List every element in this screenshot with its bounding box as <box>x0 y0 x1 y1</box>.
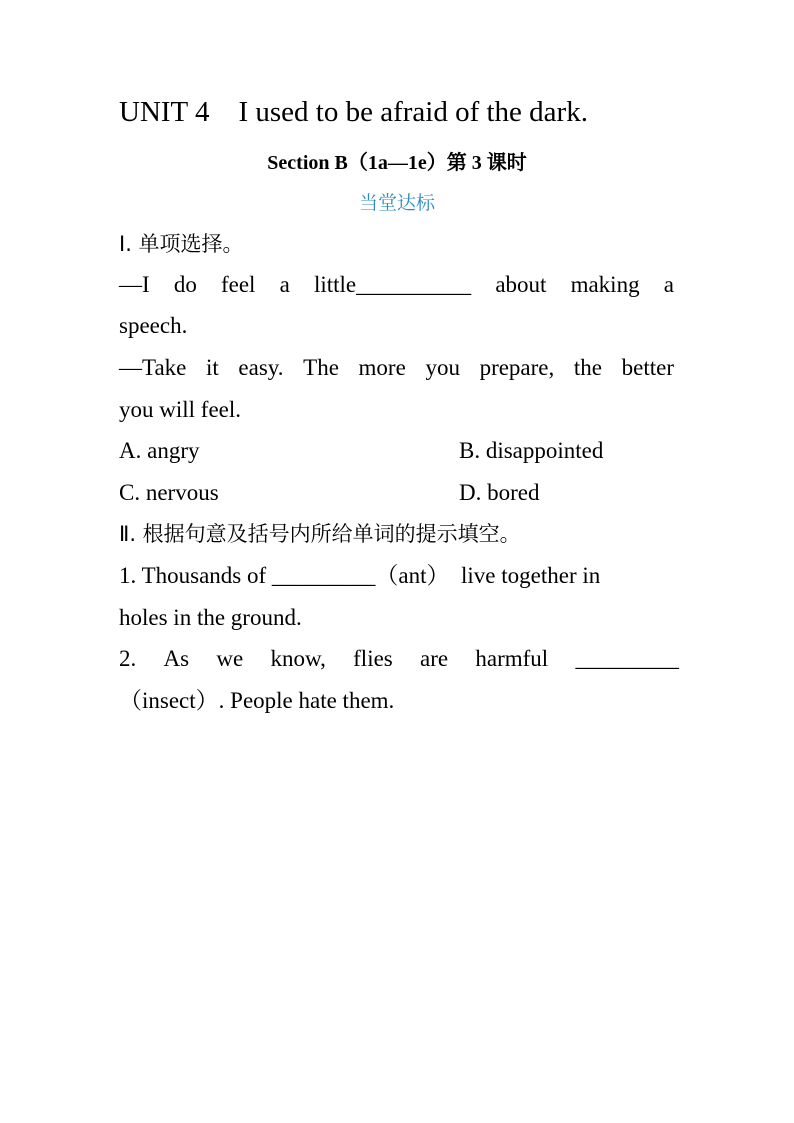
section2-q1-line2: holes in the ground. <box>119 605 302 630</box>
q1-text-b: （ant） live together in <box>375 563 601 588</box>
word: about <box>495 272 547 297</box>
word: know, <box>270 646 326 671</box>
exercise-tag: 当堂达标 <box>358 192 435 214</box>
word: you <box>425 355 460 380</box>
section1-question-line2: speech. <box>119 313 188 338</box>
word: do <box>173 272 197 297</box>
section2-q1-line1 <box>119 561 674 591</box>
word: flies <box>353 646 393 671</box>
word: 2. <box>119 646 137 671</box>
answer-blank: _________ <box>575 646 679 671</box>
word: easy. <box>238 355 284 380</box>
word: better <box>621 355 674 380</box>
q1-blank: _________ <box>271 563 376 588</box>
word: making <box>570 272 640 297</box>
word: harmful <box>475 646 549 671</box>
page-title: UNIT 4 I used to be afraid of the dark. <box>119 96 588 128</box>
section-subtitle: Section B（1a—1e）第 3 课时 <box>267 152 527 174</box>
section2-heading: Ⅱ. 根据句意及括号内所给单词的提示填空。 <box>119 522 521 546</box>
section1-question-line4: you will feel. <box>119 397 241 422</box>
word: it <box>206 355 219 380</box>
option-c: C. nervous <box>119 480 219 505</box>
word: prepare, <box>479 355 555 380</box>
option-b: B. disappointed <box>459 438 604 463</box>
word: are <box>420 646 449 671</box>
section1-question-line1 <box>119 270 674 300</box>
section1-heading: Ⅰ. 单项选择。 <box>119 232 244 256</box>
option-d: D. bored <box>459 480 540 505</box>
section2-q2-line1 <box>119 644 679 674</box>
word: —I <box>119 272 150 297</box>
option-a: A. angry <box>119 438 200 463</box>
word-with-blank: little__________ <box>313 272 472 297</box>
word: feel <box>220 272 256 297</box>
word: As <box>163 646 190 671</box>
word: —Take <box>119 355 187 380</box>
word: a <box>279 272 290 297</box>
word: a <box>663 272 674 297</box>
section1-question-line3 <box>119 353 674 383</box>
word: The <box>303 355 339 380</box>
section2-q2-line2: （insect）. People hate them. <box>119 688 395 713</box>
q1-text-a: 1. Thousands of <box>119 563 272 588</box>
word: more <box>358 355 406 380</box>
word: we <box>216 646 244 671</box>
word: the <box>573 355 602 380</box>
